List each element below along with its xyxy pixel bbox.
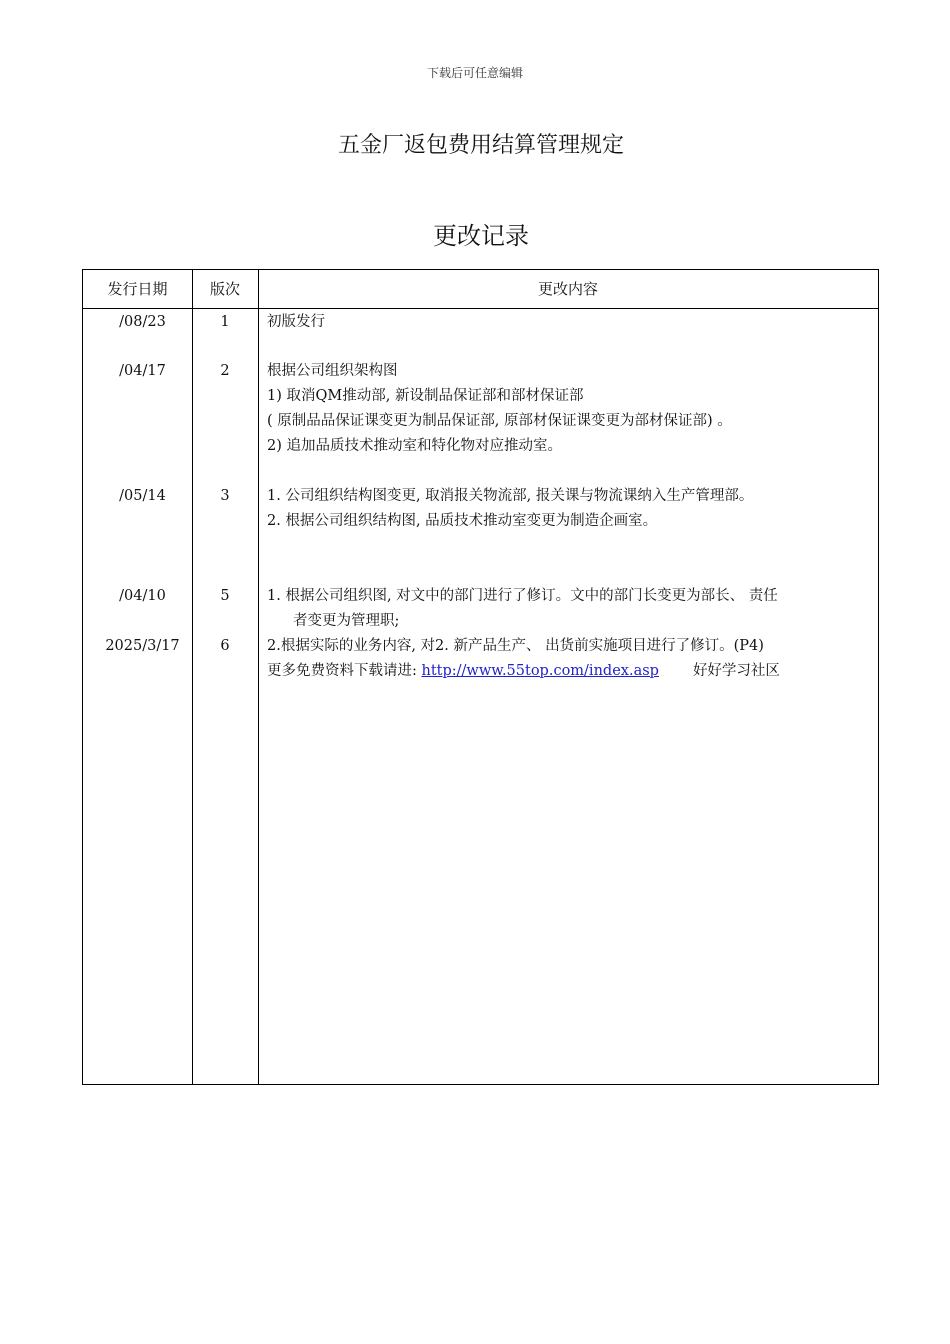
row-5-line: 2.根据实际的业务内容, 对2. 新产品生产、 出货前实施项目进行了修订。(P4) <box>267 638 764 654</box>
row-4-line: 者变更为管理职; <box>293 613 400 629</box>
row-1-content <box>267 310 873 335</box>
row-2-line: 2) 追加品质技术推动室和特化物对应推动室。 <box>267 438 562 454</box>
header-note: 下载后可任意编辑 <box>426 66 523 80</box>
row-3-line: 1. 公司组织结构图变更, 取消报关物流部, 报关课与物流课纳入生产管理部。 <box>267 488 754 504</box>
row-2-content <box>267 359 873 459</box>
download-prefix: 更多免费资料下载请进: <box>267 663 417 679</box>
row-3-date: /05/14 <box>119 488 166 504</box>
row-5-date: 2025/3/17 <box>105 638 180 654</box>
row-1-version: 1 <box>220 314 230 330</box>
row-3-content <box>267 484 873 534</box>
row-3-version: 3 <box>220 488 230 504</box>
header-date: 发行日期 <box>107 280 168 298</box>
row-1-line: 初版发行 <box>267 314 325 330</box>
header-content: 更改内容 <box>537 280 598 298</box>
row-2-version: 2 <box>220 363 230 379</box>
row-1-date: /08/23 <box>119 314 166 330</box>
row-5-version: 6 <box>220 638 230 654</box>
row-2-date: /04/17 <box>119 363 166 379</box>
row-2-line: 1) 取消QM推动部, 新设制品保证部和部材保证部 <box>267 388 584 404</box>
row-5-content <box>267 634 873 684</box>
row-2-line: ( 原制品品保证课变更为制品保证部, 原部材保证课变更为部材保证部) 。 <box>267 413 732 429</box>
row-4-date: /04/10 <box>119 588 166 604</box>
row-4-version: 5 <box>220 588 230 604</box>
header-version: 版次 <box>209 280 240 298</box>
row-4-content <box>267 584 873 634</box>
community-label: 好好学习社区 <box>692 663 780 679</box>
column-divider <box>258 270 259 1084</box>
row-3-line: 2. 根据公司组织结构图, 品质技术推动室变更为制造企画室。 <box>267 513 658 529</box>
document-title: 五金厂返包费用结算管理规定 <box>337 133 624 158</box>
download-footer <box>267 659 873 684</box>
section-title: 更改记录 <box>433 222 529 250</box>
row-4-line: 1. 根据公司组织图, 对文中的部门进行了修订。文中的部门长变更为部长、 责任 <box>267 588 778 604</box>
column-divider <box>192 270 193 1084</box>
row-2-line: 根据公司组织架构图 <box>267 363 398 379</box>
download-link[interactable]: http://www.55top.com/index.asp <box>421 663 659 679</box>
header-divider <box>83 308 878 309</box>
change-record-table <box>82 269 879 1085</box>
